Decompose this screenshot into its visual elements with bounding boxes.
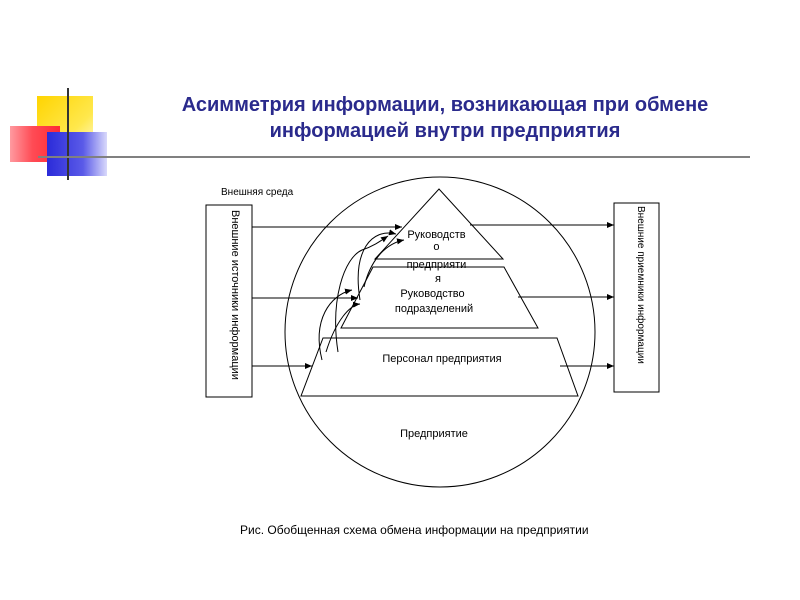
pyramid-bottom-tier (301, 338, 578, 396)
slide-title-line-1: Асимметрия информации, возникающая при обмене (181, 94, 709, 116)
figure-caption: Рис. Обобщенная схема обмена информации на предприятии (240, 523, 589, 537)
pyramid-bottom-label: Персонал предприятия (382, 353, 502, 365)
pyramid-middle-label-line-2: подразделений (394, 303, 474, 315)
pyramid-top-label-line-1: Руководств (407, 229, 466, 241)
external-sources-label: Внешние источники информации (229, 210, 241, 380)
enterprise-label: Предприятие (400, 428, 468, 440)
external-receivers-label: Внешние приемники информации (635, 206, 646, 364)
pyramid-top-label-line-4: я (435, 273, 441, 285)
external-environment-label: Внешняя среда (221, 187, 294, 198)
pyramid-top-label-line-2: о (433, 241, 440, 253)
pyramid-middle-label-line-1: Руководство (400, 288, 465, 300)
pyramid-top-label-line-3: предприяти (406, 259, 467, 271)
external-sources-box (206, 205, 252, 397)
slide-title-line-2: информацией внутри предприятия (269, 120, 621, 142)
